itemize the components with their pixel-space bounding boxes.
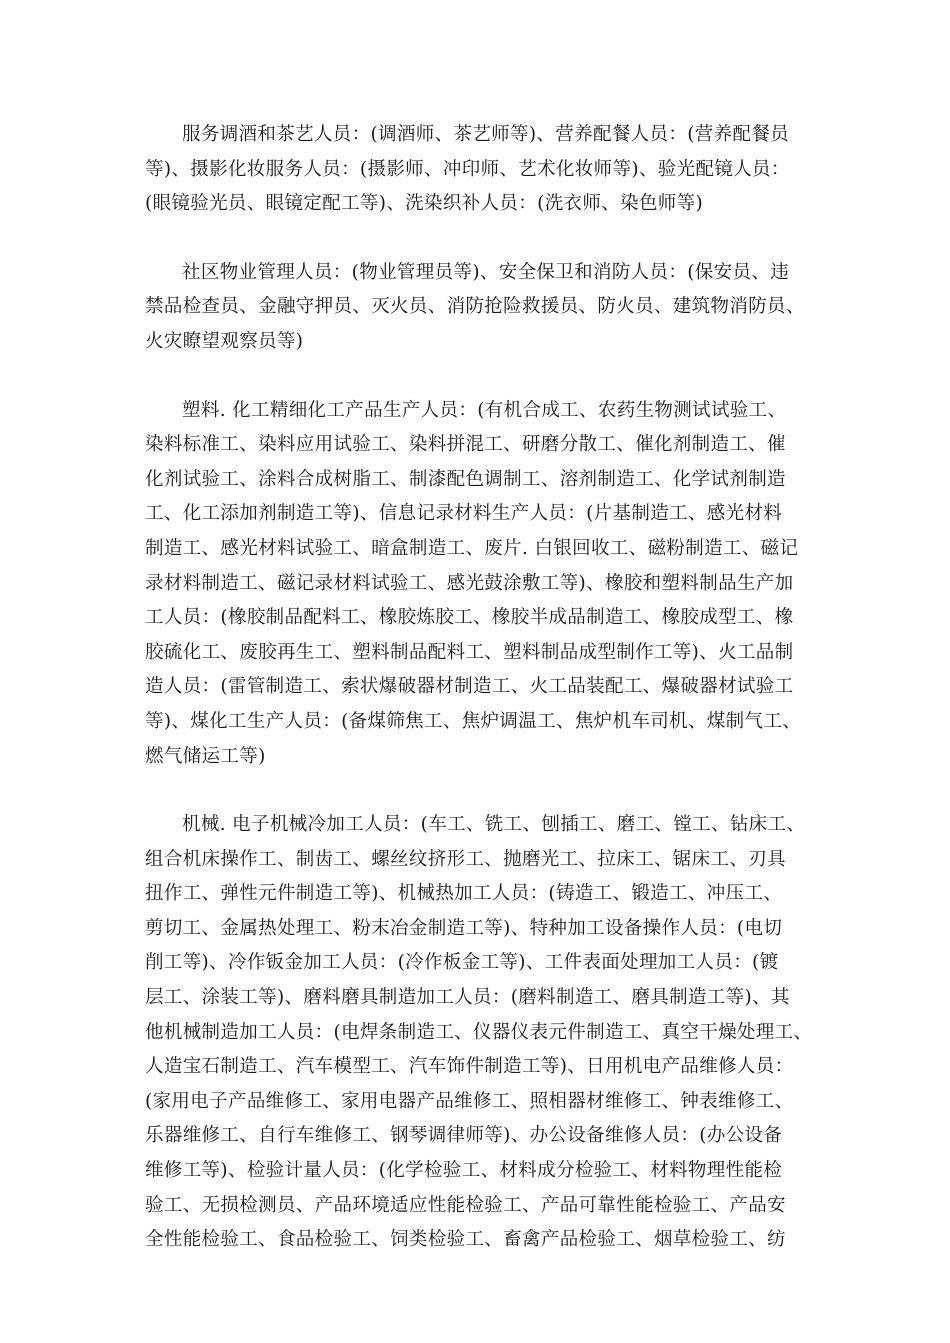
text-line: 塑料. 化工精细化工产品生产人员：(有机合成工、农药生物测试试验工、 — [182, 399, 787, 421]
text-line: 全性能检验工、食品检验工、饲类检验工、畜禽产品检验工、烟草检验工、纺 — [145, 1229, 786, 1251]
paragraph — [145, 256, 821, 360]
text-line: 他机械制造加工人员：(电焊条制造工、仪器仪表元件制造工、真空干燥处理工、 — [145, 1021, 813, 1043]
text-line: 化剂试验工、涂料合成树脂工、制漆配色调制工、溶剂制造工、化学试剂制造 — [145, 468, 786, 490]
text-line: (家用电子产品维修工、家用电器产品维修工、照相器材维修工、钟表维修工、 — [145, 1090, 794, 1112]
text-line: 乐器维修工、自行车维修工、钢琴调律师等)、办公设备维修人员：(办公设备 — [145, 1125, 783, 1147]
text-line: 剪切工、金属热处理工、粉末冶金制造工等)、特种加工设备操作人员：(电切 — [145, 917, 783, 939]
paragraph — [145, 394, 821, 775]
text-line: 服务调酒和茶艺人员：(调酒师、茶艺师等)、营养配餐人员：(营养配餐员 — [182, 124, 790, 145]
text-line: 机械. 电子机械冷加工人员：(车工、铣工、刨插工、磨工、镗工、钻床工、 — [182, 814, 806, 836]
text-line: 等)、摄影化妆服务人员：(摄影师、冲印师、艺术化妆师等)、验光配镜人员： — [145, 158, 790, 180]
text-line: 造人员：(雷管制造工、索状爆破器材制造工、火工品装配工、爆破器材试验工 — [145, 676, 794, 698]
document-body — [145, 118, 821, 1292]
text-line: 社区物业管理人员：(物业管理员等)、安全保卫和消防人员：(保安员、违 — [182, 261, 790, 283]
text-line: 制造工、感光材料试验工、暗盒制造工、废片. 白银回收工、磁粉制造工、磁记 — [145, 537, 799, 559]
paragraph — [145, 118, 821, 222]
text-line: 工人员：(橡胶制品配料工、橡胶炼胶工、橡胶半成品制造工、橡胶成型工、橡 — [145, 607, 794, 629]
text-line: 禁品检查员、金融守押员、灭火员、消防抢险救援员、防火员、建筑物消防员、 — [145, 296, 805, 318]
text-line: 火灾瞭望观察员等) — [145, 330, 304, 352]
text-line: 燃气储运工等) — [145, 745, 266, 767]
text-line: 验工、无损检测员、产品环境适应性能检验工、产品可靠性能检验工、产品安 — [145, 1194, 786, 1216]
paragraph — [145, 808, 821, 1258]
text-line: 工、化工添加剂制造工等)、信息记录材料生产人员：(片基制造工、感光材料 — [145, 503, 783, 525]
text-line: 等)、煤化工生产人员：(备煤筛焦工、焦炉调温工、焦炉机车司机、煤制气工、 — [145, 710, 802, 732]
text-line: 人造宝石制造工、汽车模型工、汽车饰件制造工等)、日用机电产品维修人员： — [145, 1056, 794, 1078]
text-line: 扭作工、弹性元件制造工等)、机械热加工人员：(铸造工、锻造工、冲压工、 — [145, 883, 783, 905]
text-line: 录材料制造工、磁记录材料试验工、感光鼓涂敷工等)、橡胶和塑料制品生产加 — [145, 572, 794, 594]
text-line: 层工、涂装工等)、磨料磨具制造加工人员：(磨料制造工、磨具制造工等)、其 — [145, 987, 790, 1009]
text-line: 组合机床操作工、制齿工、螺丝纹挤形工、抛磨光工、拉床工、锯床工、刃具 — [145, 848, 786, 870]
text-line: 胶硫化工、废胶再生工、塑料制品配料工、塑料制品成型制作工等)、火工品制 — [145, 641, 794, 663]
text-line: 染料标准工、染料应用试验工、染料拼混工、研磨分散工、催化剂制造工、催 — [145, 434, 786, 456]
text-line: 削工等)、冷作钣金加工人员：(冷作板金工等)、工件表面处理加工人员：(镀 — [145, 952, 779, 974]
text-line: 维修工等)、检验计量人员：(化学检验工、材料成分检验工、材料物理性能检 — [145, 1160, 783, 1182]
text-line: (眼镜验光员、眼镜定配工等)、洗染织补人员：(洗衣师、染色师等) — [145, 193, 704, 215]
